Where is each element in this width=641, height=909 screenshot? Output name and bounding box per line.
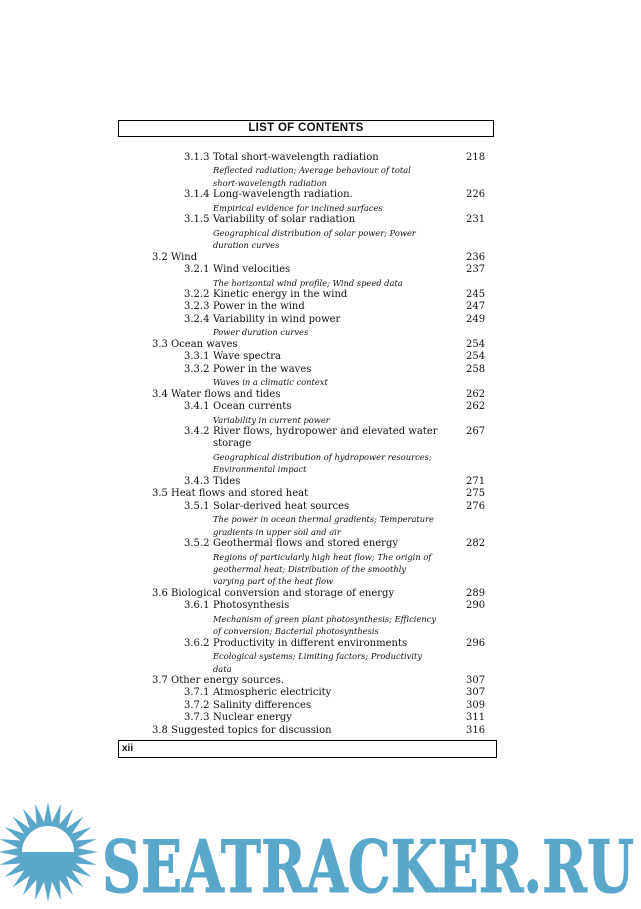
page-number: xii <box>118 740 497 758</box>
section-number: 3.4.2 <box>184 425 210 437</box>
page-number-ref: 271 <box>466 475 486 487</box>
section-title: Photosynthesis <box>213 600 290 612</box>
section-number: 3.1.4 <box>184 189 210 201</box>
section-description: Waves in a climatic context <box>213 377 328 388</box>
section-title: Nuclear energy <box>213 712 292 724</box>
section-number: 3.5.1 <box>184 500 210 512</box>
page-number-ref: 311 <box>466 712 486 724</box>
section-number: 3.3 <box>152 338 168 350</box>
section-number: 3.6.2 <box>184 637 210 649</box>
page-number-ref: 276 <box>466 500 486 512</box>
toc-entry[interactable] <box>118 401 494 413</box>
section-description: Power duration curves <box>213 327 309 338</box>
toc-entry[interactable] <box>118 687 494 699</box>
section-description: Empirical evidence for inclined surfaces <box>213 202 383 213</box>
toc-entry[interactable] <box>118 501 494 513</box>
section-number: 3.5.2 <box>184 538 210 550</box>
section-number: 3.1.5 <box>184 214 210 226</box>
section-title: Biological conversion and storage of energy <box>171 587 395 599</box>
section-title: Variability of solar radiation <box>213 214 356 226</box>
page-number-ref: 262 <box>466 401 486 413</box>
toc-entry[interactable] <box>118 214 494 226</box>
section-description: Geographical distribution of solar power; Power duration curves <box>213 227 416 251</box>
page-number-ref: 290 <box>466 600 486 612</box>
page-number-ref: 254 <box>466 351 486 363</box>
section-number: 3.6.1 <box>184 600 210 612</box>
section-number: 3.2.2 <box>184 288 210 300</box>
toc-entry[interactable] <box>118 364 494 376</box>
section-title: Water flows and tides <box>171 388 281 400</box>
section-title: Long-wavelength radiation. <box>213 189 353 201</box>
section-description: The power in ocean thermal gradients; Temperature gradients in upper soil and air <box>213 514 434 537</box>
toc-entry[interactable] <box>118 389 494 401</box>
section-number: 3.4.3 <box>184 475 210 487</box>
toc-entry[interactable] <box>118 538 494 550</box>
section-title: Total short-wavelength radiation <box>213 152 379 163</box>
toc-entry[interactable] <box>118 351 494 363</box>
toc-entry[interactable] <box>118 426 494 451</box>
section-title: Atmospheric electricity <box>213 687 332 699</box>
page-number-ref: 247 <box>466 301 486 313</box>
toc-entry[interactable] <box>118 588 494 600</box>
toc-entry[interactable] <box>118 600 494 612</box>
page-number-ref: 249 <box>466 313 486 325</box>
toc-entry[interactable] <box>118 476 494 488</box>
page-number-ref: 307 <box>466 687 486 699</box>
section-description: Mechanism of green plant photosynthesis; Efficiency of conversion; Bacterial photosynthesis <box>213 613 437 637</box>
page-number-ref: 309 <box>466 699 486 711</box>
section-description: Ecological systems; Limiting factors; Productivity data <box>213 651 423 674</box>
toc-entry[interactable] <box>118 189 494 201</box>
page-number-ref: 262 <box>466 388 486 400</box>
section-number: 3.5 <box>152 488 168 500</box>
toc-entry[interactable] <box>118 488 494 500</box>
section-number: 3.2.3 <box>184 301 210 313</box>
page-number-ref: 258 <box>466 363 486 375</box>
section-number: 3.4 <box>152 388 168 400</box>
section-title: Heat flows and stored heat <box>171 488 309 500</box>
page-title: LIST OF CONTENTS <box>118 120 494 137</box>
section-title: Salinity differences <box>213 699 312 711</box>
toc-entry[interactable] <box>118 152 494 164</box>
toc-entry[interactable] <box>118 301 494 313</box>
section-title: Ocean currents <box>213 401 292 413</box>
section-number: 3.2.1 <box>184 264 210 276</box>
section-title: River flows, hydropower and elevated water storage <box>213 425 438 450</box>
page-number-ref: 237 <box>466 264 486 276</box>
toc-entry[interactable] <box>118 712 494 724</box>
section-number: 3.2 <box>152 251 168 263</box>
section-title: Power in the wind <box>213 301 305 313</box>
toc-entry[interactable] <box>118 638 494 650</box>
page-number-ref: 254 <box>466 338 486 350</box>
section-title: Wave spectra <box>213 351 281 363</box>
toc-entry[interactable] <box>118 252 494 264</box>
page-number-ref: 289 <box>466 587 486 599</box>
toc-entry[interactable] <box>118 314 494 326</box>
toc-entry[interactable] <box>118 289 494 301</box>
page-number-ref: 307 <box>466 675 486 687</box>
page-number-ref: 245 <box>466 288 486 300</box>
toc-entry[interactable] <box>118 700 494 712</box>
section-title: Wind velocities <box>213 264 291 276</box>
page-number-ref: 296 <box>466 637 486 649</box>
section-title: Solar-derived heat sources <box>213 500 350 512</box>
section-title: Other energy sources. <box>171 675 285 687</box>
section-description: Reflected radiation; Average behaviour of total short-wavelength radiation <box>213 165 411 188</box>
page-number-ref: 231 <box>466 214 486 226</box>
section-title: Suggested topics for discussion <box>171 724 332 736</box>
section-title: Geothermal flows and stored energy <box>213 538 399 550</box>
page-number-ref: 267 <box>466 425 486 437</box>
sun-icon <box>0 802 98 902</box>
watermark-text: SEATRACKER.RU <box>102 824 634 909</box>
watermark-logo <box>0 790 641 909</box>
section-number: 3.6 <box>152 587 168 599</box>
section-number: 3.7.1 <box>184 687 210 699</box>
page-number-ref: 226 <box>466 189 486 201</box>
section-number: 3.1.3 <box>184 152 210 163</box>
section-description: The horizontal wind profile; Wind speed data <box>213 277 403 288</box>
section-number: 3.2.4 <box>184 313 210 325</box>
toc-entry[interactable] <box>118 675 494 687</box>
table-of-contents <box>118 152 494 737</box>
section-number: 3.7.2 <box>184 699 210 711</box>
section-title: Variability in wind power <box>213 313 341 325</box>
section-number: 3.3.2 <box>184 363 210 375</box>
page-number-ref: 275 <box>466 488 486 500</box>
section-description: Variability in current power <box>213 414 330 425</box>
section-title: Tides <box>213 475 241 487</box>
section-title: Productivity in different environments <box>213 637 408 649</box>
toc-entry[interactable] <box>118 339 494 351</box>
section-description: Geographical distribution of hydropower resources; Environmental impact <box>213 451 432 475</box>
page-number-ref: 316 <box>466 724 486 736</box>
section-number: 3.4.1 <box>184 401 210 413</box>
section-title: Power in the waves <box>213 363 312 375</box>
section-title: Ocean waves <box>171 338 238 350</box>
section-title: Kinetic energy in the wind <box>213 288 348 300</box>
toc-entry[interactable] <box>118 264 494 276</box>
page-number-ref: 282 <box>466 538 486 550</box>
section-description: Regions of particularly high heat flow; The origin of geothermal heat; Distribution of the smoothly varying part of the heat flow <box>213 551 432 587</box>
section-number: 3.7 <box>152 675 168 687</box>
page-number-ref: 218 <box>466 152 486 163</box>
section-number: 3.8 <box>152 724 168 736</box>
section-number: 3.7.3 <box>184 712 210 724</box>
section-number: 3.3.1 <box>184 351 210 363</box>
page-number-ref: 236 <box>466 251 486 263</box>
section-title: Wind <box>171 251 198 263</box>
toc-entry[interactable] <box>118 725 494 737</box>
